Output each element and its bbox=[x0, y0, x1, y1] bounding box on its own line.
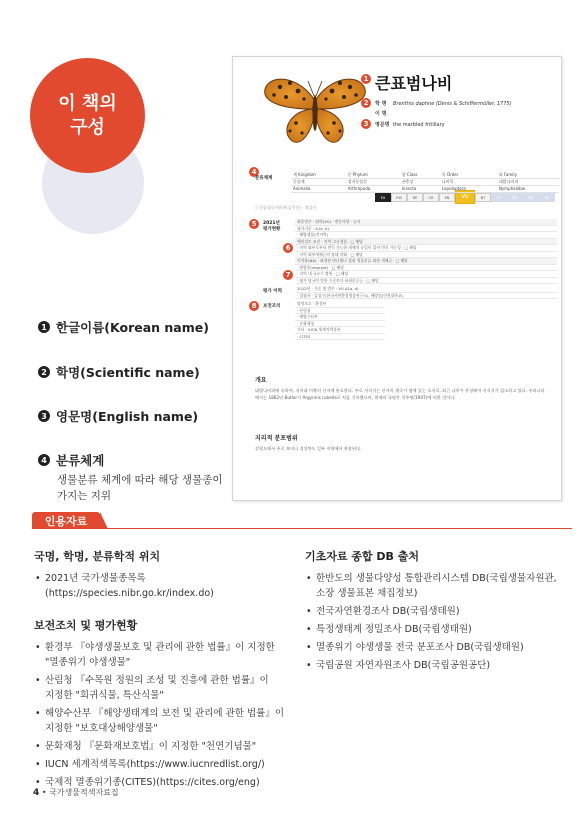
assessment-row: 예비검토 조건 · 지역 고유생물 · □ 해당 bbox=[295, 239, 557, 246]
redlist-ne: NE bbox=[539, 193, 555, 202]
taxonomy-cell: 나비목 bbox=[440, 179, 497, 186]
assessment-row: · 방랑종(vagrant) · □ 해당 bbox=[295, 265, 557, 272]
taxonomy-cell: 동물계 bbox=[291, 179, 346, 186]
citation-item: • 산림청 『수목원 정원의 조성 및 진흥에 관한 법률』이 지정한 "희귀식물, 특산식물" bbox=[34, 673, 294, 703]
taxonomy-label: 분류체계 bbox=[255, 176, 273, 181]
assessment-row: · 지역 외부로부터 번식 가능한 개체의 유입이 있어 번식 가능성 · □ 해당 bbox=[295, 245, 557, 252]
footer-title: 국가생물적색자료집 bbox=[49, 788, 119, 797]
citation-right-column bbox=[305, 548, 575, 676]
citation-item: • 문화재청 『문화재보호법』이 지정한 "천연기념물" bbox=[34, 739, 294, 754]
marker-3: 3 bbox=[361, 119, 371, 129]
citation-heading: 국명, 학명, 분류학적 위치 bbox=[34, 550, 161, 563]
protection-rows bbox=[295, 301, 385, 340]
citation-list bbox=[34, 640, 294, 790]
marker-7: 7 bbox=[283, 270, 293, 280]
citation-heading: 보전조치 및 평가현황 bbox=[34, 619, 138, 632]
taxonomy-cell: 곤충강 bbox=[400, 179, 440, 186]
citation-item: • 멸종위기 야생생물 전국 분포조사 DB(국립생태원) bbox=[305, 640, 575, 655]
citation-tab-label: 인용자료 bbox=[44, 514, 88, 528]
field-value: the marbled fritillary bbox=[393, 122, 445, 128]
citation-item: • 한반도의 생물다양성 통합관리시스템 DB(국립생물자원관, 소장 생물표본 채집정보) bbox=[305, 571, 575, 601]
field-synonym bbox=[375, 110, 393, 117]
citation-item: • 국립공원 자연자원조사 DB(국립공원공단) bbox=[305, 658, 575, 673]
citation-list bbox=[34, 571, 294, 601]
butterfly-photo bbox=[260, 71, 370, 149]
taxonomy-cell: 절지동물문 bbox=[346, 179, 400, 186]
field-english-name bbox=[375, 121, 445, 128]
legend-description: 생물분류 체계에 따라 해당 생물종이 가지는 지위 bbox=[57, 474, 223, 502]
citation-left-column bbox=[34, 548, 294, 793]
citation-heading: 기초자료 종합 DB 출처 bbox=[305, 550, 420, 563]
assessment-row: · 평가 당국의 범한 수준보다 하위분류군 · □ 해당 bbox=[295, 278, 557, 285]
redlist-dd: DD bbox=[507, 193, 523, 202]
protection-row: · 해양수산부 bbox=[295, 314, 385, 321]
legend-number: 1 bbox=[38, 321, 50, 333]
protection-label: 보전조치 bbox=[263, 304, 281, 309]
assessment-row: · 지역 외부개체군의 상태 악화 · □ 해당 bbox=[295, 252, 557, 259]
history-label: 평가 이력 bbox=[263, 289, 282, 294]
marker-2: 2 bbox=[361, 98, 371, 108]
field-key: 영문명 bbox=[375, 122, 390, 128]
history-row: 2012년 · 기준 및 범주 · VU A1a, d) bbox=[295, 286, 557, 293]
history-rows bbox=[295, 286, 557, 299]
footer-separator: • bbox=[41, 788, 47, 797]
field-key: 학 명 bbox=[375, 101, 387, 107]
redlist-nt: NT bbox=[475, 193, 491, 202]
citation-list bbox=[305, 571, 575, 673]
taxonomy-cell: Nymphalidae bbox=[497, 186, 559, 193]
distribution-heading: 지리적 분포범위 bbox=[255, 435, 298, 442]
history-row: · 집필자 · 김성수(한국자연환경생물연구소), 배양섭(인천대학교) bbox=[295, 293, 557, 300]
taxonomy-header: 목 Order bbox=[440, 172, 497, 179]
taxonomy-cell: Animalia bbox=[291, 186, 346, 193]
assessment-row: 최종범주 · 취약(VU) · 변동사항 · 유지 bbox=[295, 219, 557, 226]
section-badge-title: 이 책의 구성 bbox=[58, 92, 117, 138]
citation-item: • 2021년 국가생물종목록(https://species.nibr.go.kr/index.do) bbox=[34, 571, 294, 601]
citation-divider bbox=[32, 528, 572, 529]
section-badge bbox=[30, 58, 145, 173]
sample-species-title: 큰표범나비 bbox=[375, 74, 453, 93]
field-key: 이 명 bbox=[375, 111, 387, 117]
photo-caption: ⓒ국립생물자원관(김주민) · 채집자 bbox=[255, 205, 317, 210]
taxonomy-cell: Lepidoptera bbox=[440, 186, 497, 193]
protection-row: 기타 · IUCN 세계적색목록 bbox=[295, 327, 385, 334]
taxonomy-header: 문 Phylum bbox=[346, 172, 400, 179]
citation-item: • 환경부 『야생생물보호 및 관리에 관한 법률』이 지정한 "멸종위기 야생생물" bbox=[34, 640, 294, 670]
citation-item: • 특정생태계 정밀조사 DB(국립생태원) bbox=[305, 622, 575, 637]
page-number: 4 bbox=[33, 788, 40, 798]
overview-paragraph: 네발나비과에 속하며, 저지대 이북의 산지에 분포한다. 주로 서식지는 산지의 계곡가 옆에 있는 초지로, 최근 나무가 무성해져 서식지가 감소하고 있다. 우리나라에서는 1882년 Butler가 Argynnis rubella로 처음 기록했으며, 현재의 국명은 석주명(1947)에 의한 것이다. bbox=[255, 388, 545, 400]
field-value: Brenthis daphne (Denis & Schiffermüller, 1775) bbox=[393, 101, 512, 107]
taxonomy-cell: Arthropoda bbox=[346, 186, 400, 193]
assessment-row: · 지역 내 국소수 출현 · □ 해당 bbox=[295, 271, 557, 278]
citation-item: • IUCN 세계적색목록(https://www.iucnredlist.org/) bbox=[34, 757, 294, 772]
field-scientific-name bbox=[375, 100, 512, 107]
legend-item-english-name bbox=[38, 407, 198, 425]
redlist-cr: CR bbox=[423, 193, 439, 202]
legend-number: 3 bbox=[38, 410, 50, 422]
protection-row: · CITES bbox=[295, 334, 385, 341]
redlist-na: NA bbox=[523, 193, 539, 202]
taxonomy-header: 강 Class bbox=[400, 172, 440, 179]
overview-heading: 개요 bbox=[255, 377, 267, 384]
assessment-row: 평가기준 · A1a, d) bbox=[295, 226, 557, 233]
redlist-ex: EX bbox=[375, 193, 391, 202]
page-footer bbox=[33, 787, 119, 798]
assessment-label: 2021년 평가현황 bbox=[263, 221, 281, 232]
protection-row: · 산림청 bbox=[295, 308, 385, 315]
marker-4: 4 bbox=[249, 167, 259, 177]
legend-item-scientific-name bbox=[38, 363, 200, 381]
legend-label: 학명(Scientific name) bbox=[56, 365, 200, 380]
taxonomy-cell: Insecta bbox=[400, 186, 440, 193]
citation-item: • 국제적 멸종위기종(CITES)(https://cites.org/eng) bbox=[34, 775, 294, 790]
taxonomy-table bbox=[291, 172, 559, 193]
citation-tab bbox=[32, 512, 100, 529]
legend-item-taxonomy bbox=[38, 451, 223, 504]
redlist-category-bar bbox=[375, 193, 555, 204]
redlist-en: EN bbox=[439, 193, 455, 202]
marker-8: 8 bbox=[249, 301, 259, 311]
assessment-rows bbox=[295, 219, 557, 284]
protection-row: · 문화재청 bbox=[295, 321, 385, 328]
assessment-row: 미적용(NA) · 외생된 야나방나 철점 생물분류 외한 개체군 · □ 해당 bbox=[295, 258, 557, 265]
distribution-paragraph: 강원도에서 주로 보이나 경상북도 일부 지역에서 관찰된다. bbox=[255, 446, 362, 451]
marker-5: 5 bbox=[249, 219, 259, 229]
taxonomy-header: 계 Kingdom bbox=[291, 172, 346, 179]
redlist-re: RE bbox=[407, 193, 423, 202]
legend-number: 4 bbox=[38, 454, 50, 466]
assessment-row: · 해양생물(전지역) bbox=[295, 232, 557, 239]
legend-label: 분류체계 bbox=[56, 453, 105, 468]
protection-row: 법정보호 · 환경부 bbox=[295, 301, 385, 308]
taxonomy-cell: 네발나비과 bbox=[497, 179, 559, 186]
legend-label: 영문명(English name) bbox=[56, 409, 199, 424]
citation-item: • 전국자연환경조사 DB(국립생태원) bbox=[305, 604, 575, 619]
citation-item: • 해양수산부 『해양생태계의 보전 및 관리에 관한 법률』이 지정한 "보호대상해양생물" bbox=[34, 706, 294, 736]
legend-number: 2 bbox=[38, 366, 50, 378]
sample-page-preview bbox=[232, 56, 562, 501]
redlist-ew: EW bbox=[391, 193, 407, 202]
redlist-vu: VU bbox=[455, 190, 475, 204]
legend-item-korean-name bbox=[38, 318, 209, 336]
legend-label: 한글이름(Korean name) bbox=[56, 320, 209, 335]
marker-6: 6 bbox=[283, 243, 293, 253]
marker-1: 1 bbox=[361, 74, 371, 84]
redlist-lc: LC bbox=[491, 193, 507, 202]
taxonomy-header: 과 Family bbox=[497, 172, 559, 179]
